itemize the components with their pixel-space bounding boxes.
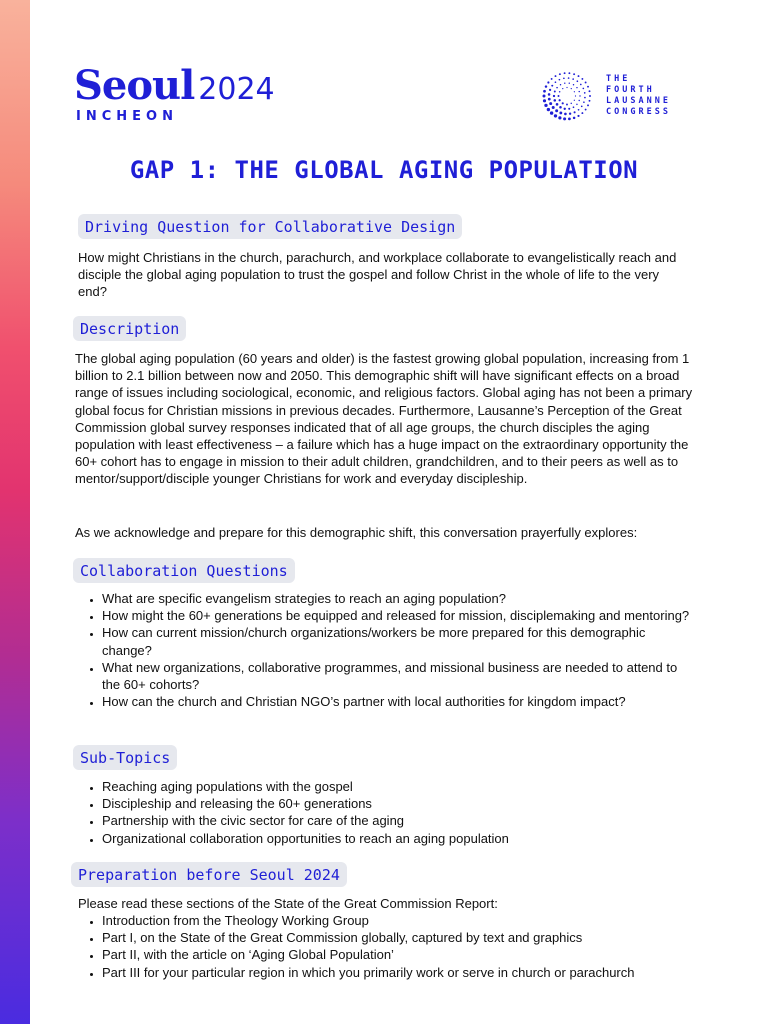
congress-wordmark (606, 74, 671, 118)
sub-topics-list (75, 778, 695, 847)
lausanne-dot-circle-icon (538, 70, 596, 122)
logo-year: 2024 (198, 72, 275, 107)
logo-wordmark: Seoul (74, 62, 195, 109)
preparation-heading: Preparation before Seoul 2024 (71, 862, 347, 887)
list-item: Discipleship and releasing the 60+ generations (75, 795, 695, 812)
seoul-2024-logo (74, 62, 275, 124)
sub-topics-heading: Sub-Topics (73, 745, 177, 770)
list-item: What new organizations, collaborative programmes, and missional business are needed to attend to the 60+ cohorts? (75, 659, 695, 693)
congress-line-4: CONGRESS (606, 107, 671, 117)
list-item: How can the church and Christian NGO’s partner with local authorities for kingdom impact? (75, 693, 695, 710)
page-title: GAP 1: THE GLOBAL AGING POPULATION (129, 156, 639, 184)
description-heading: Description (73, 316, 186, 341)
congress-line-2: FOURTH (606, 85, 655, 95)
lausanne-congress-logo (538, 70, 671, 122)
collaboration-questions-heading: Collaboration Questions (73, 558, 295, 583)
list-item: Reaching aging populations with the gospel (75, 778, 695, 795)
gradient-side-bar (0, 0, 30, 1024)
driving-question-text: How might Christians in the church, parachurch, and workplace collaborate to evangelistically reach and disciple the global aging population to trust the gospel and follow Christ in the whole of life to the very end? (78, 250, 677, 300)
description-followup: As we acknowledge and prepare for this demographic shift, this conversation prayerfully explores: (75, 525, 638, 540)
list-item: Introduction from the Theology Working Group (75, 912, 695, 929)
description-text: The global aging population (60 years and older) is the fastest growing global population, increasing from 1 billion to 2.1 billion between now and 2050. This demographic shift will have significant effects on a broad range of issues including sociological, economic, and religious factors. Global aging has not been a primary global focus for Christian missions in previous decades. Furthermore, Lausanne’s Perception of the Great Commission global survey responses indicated that of all age groups, the church disciples the aging population with least effectiveness – a failure which has a huge impact on the extraordinary opportunity the 60+ cohort has to engage in mission to their adult children, grandchildren, and to their peers as well as to mentor/support/disciple younger Christians for work and everyday discipleship. (75, 351, 693, 487)
list-item: Part II, with the article on ‘Aging Global Population’ (75, 946, 695, 963)
list-item: Part I, on the State of the Great Commission globally, captured by text and graphics (75, 929, 695, 946)
collaboration-questions-list (75, 590, 695, 710)
list-item: How might the 60+ generations be equipped and released for mission, disciplemaking and mentoring? (75, 607, 695, 624)
list-item: Partnership with the civic sector for care of the aging (75, 812, 695, 829)
congress-line-1: THE (606, 74, 631, 84)
list-item: How can current mission/church organizations/workers be more prepared for this demographic change? (75, 624, 695, 658)
list-item: Organizational collaboration opportunities to reach an aging population (75, 830, 695, 847)
list-item: What are specific evangelism strategies to reach an aging population? (75, 590, 695, 607)
preparation-intro: Please read these sections of the State of the Great Commission Report: (78, 896, 498, 911)
congress-line-3: LAUSANNE (606, 96, 671, 106)
preparation-list (75, 912, 695, 981)
driving-question-heading: Driving Question for Collaborative Design (78, 214, 462, 239)
logo-city: INCHEON (76, 109, 178, 124)
list-item: Part III for your particular region in which you primarily work or serve in church or parachurch (75, 964, 695, 981)
